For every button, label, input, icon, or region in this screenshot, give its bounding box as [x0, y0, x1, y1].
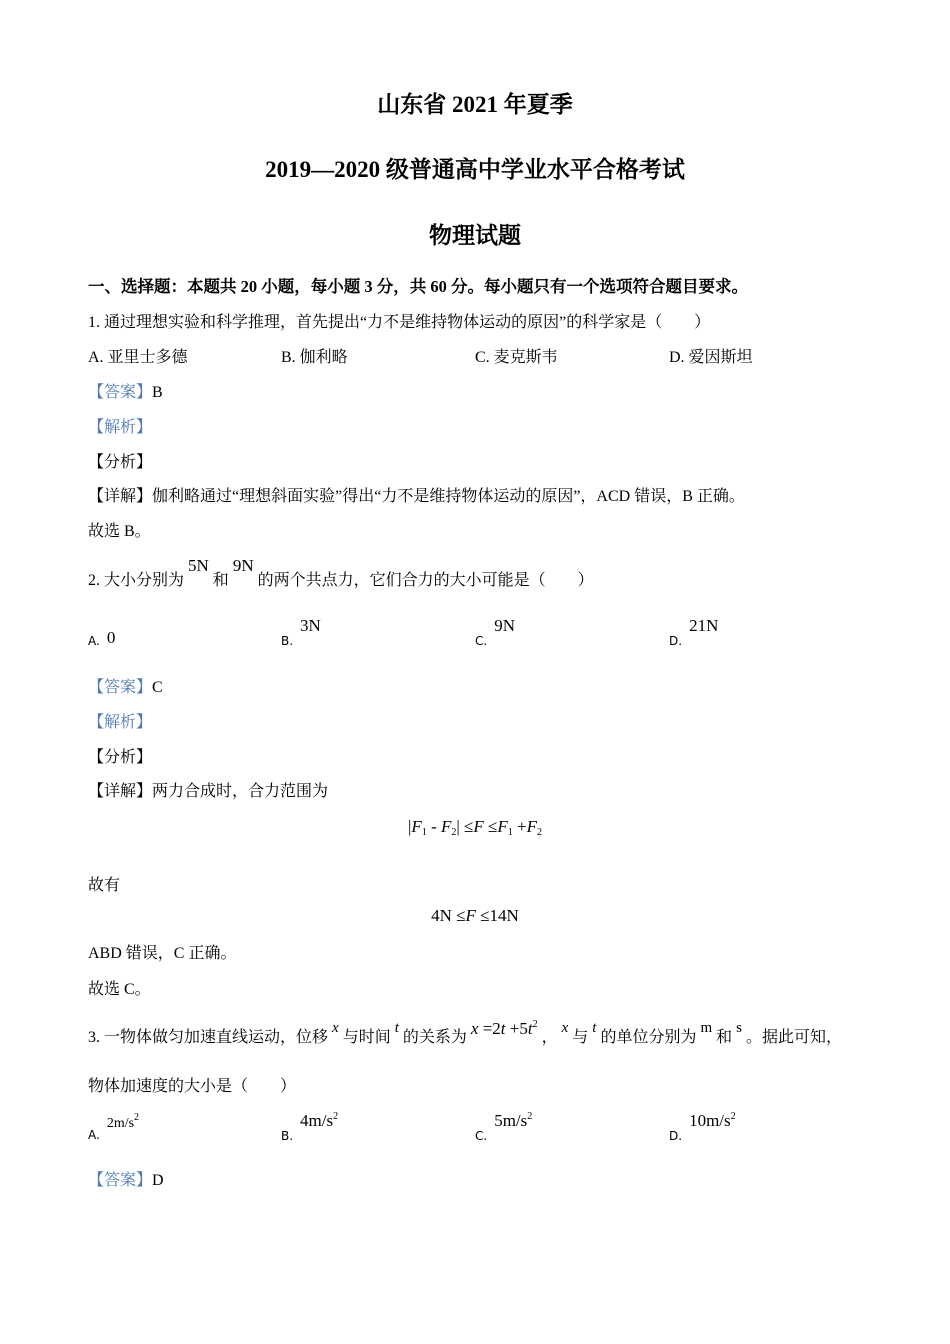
motion-formula — [471, 1019, 538, 1038]
q2-option-b — [281, 616, 321, 652]
stem-text: 和 — [716, 1029, 733, 1046]
option-letter: B. — [281, 634, 294, 648]
stem-text: 。据此可知， — [746, 1029, 843, 1046]
formula-exponent: 2 — [532, 1019, 538, 1030]
option-letter: C. — [475, 1129, 488, 1143]
option-value — [689, 1111, 736, 1130]
stem-text: 的单位分别为 — [600, 1029, 697, 1046]
formula-var: F — [440, 817, 452, 836]
formula-token: ≤ — [456, 906, 466, 925]
formula-token: ≤ — [488, 817, 498, 836]
q2-option-c — [475, 616, 515, 652]
q1-option-d: D. 爱因斯坦 — [669, 349, 753, 366]
formula-var: F — [497, 817, 508, 836]
q2-stem — [88, 556, 594, 591]
formula-token: | — [408, 817, 412, 836]
option-value — [106, 1112, 140, 1131]
unit-s: s — [736, 1020, 743, 1036]
q1-fenxi-tag: 【分析】 — [88, 454, 153, 471]
q1-option-c: C. 麦克斯韦 — [475, 349, 558, 366]
option-value-exponent: 2 — [730, 1111, 736, 1122]
stem-text: 2. 大小分别为 — [88, 572, 185, 589]
stem-text: ， — [541, 1029, 558, 1046]
force-range-formula — [0, 816, 950, 838]
q2-judgement: ABD 错误，C 正确。 — [88, 945, 237, 962]
detail-text: 两力合成时，合力范围为 — [152, 783, 329, 800]
section-heading: 一、选择题：本题共 20 小题，每小题 3 分，共 60 分。每小题只有一个选项符合题目要求。 — [88, 277, 748, 296]
option-letter: D. — [669, 1129, 683, 1143]
q3-option-b — [281, 1111, 339, 1147]
option-value-exponent: 2 — [333, 1111, 339, 1122]
formula-token: 5 — [519, 1019, 528, 1038]
answer-value: B — [152, 384, 163, 401]
option-value-exponent: 2 — [134, 1112, 140, 1123]
formula-var: F — [465, 906, 476, 925]
formula-var: F — [411, 817, 422, 836]
option-value-base: 5m/s — [494, 1111, 528, 1130]
formula-token: - — [431, 817, 437, 836]
formula-token: ≤ — [480, 906, 490, 925]
q2-answer-line — [88, 677, 163, 699]
force-value: 9N — [232, 556, 254, 575]
variable-x: x — [332, 1020, 339, 1036]
stem-text: 的关系为 — [402, 1029, 467, 1046]
q1-option-a: A. 亚里士多德 — [88, 349, 188, 366]
variable-t: t — [592, 1020, 597, 1036]
q3-answer-line — [88, 1170, 164, 1192]
q1-detail-line — [88, 486, 745, 508]
formula-var: F — [526, 817, 537, 836]
variable-t: t — [394, 1020, 399, 1036]
formula-token: | — [456, 817, 460, 836]
option-value-base: 2m/s — [106, 1116, 135, 1131]
stem-text: 与时间 — [342, 1029, 391, 1046]
formula-token: + — [509, 1019, 520, 1038]
force-value: 5N — [188, 556, 209, 575]
variable-x: x — [561, 1020, 569, 1036]
option-value: 3N — [300, 616, 321, 635]
force-result-formula — [0, 905, 950, 927]
detail-tag: 【详解】 — [88, 783, 153, 800]
doc-title-exam: 2019—2020 级普通高中学业水平合格考试 — [265, 157, 685, 182]
q2-option-a — [88, 629, 115, 652]
formula-token: 4N — [431, 906, 452, 925]
q1-option-b: B. 伽利略 — [281, 349, 348, 366]
q3-options — [88, 1111, 868, 1146]
q2-option-d — [669, 616, 719, 652]
q2-detail-line — [88, 781, 328, 803]
answer-value: D — [152, 1172, 164, 1189]
option-letter: A. — [88, 634, 100, 648]
formula-var: x — [470, 1019, 479, 1038]
q1-jiexi-tag: 【解析】 — [88, 419, 153, 436]
answer-tag: 【答案】 — [88, 384, 153, 401]
formula-token: ≤ — [464, 817, 474, 836]
stem-text: 的两个共点力，它们合力的大小可能是（ ） — [257, 572, 594, 589]
q3-option-c — [475, 1111, 533, 1147]
answer-tag: 【答案】 — [88, 679, 153, 696]
option-letter: D. — [669, 634, 683, 648]
formula-sub: 2 — [536, 827, 542, 838]
detail-text: 伽利略通过“理想斜面实验”得出“力不是维持物体运动的原因”，ACD 错误，B 正确。 — [152, 488, 745, 505]
q3-option-a — [88, 1112, 140, 1147]
formula-sub: 1 — [507, 827, 513, 838]
q3-stem-line2: 物体加速度的大小是（ ） — [88, 1078, 297, 1095]
stem-text: 3. 一物体做匀加速直线运动，位移 — [88, 1029, 329, 1046]
option-value — [300, 1111, 338, 1130]
option-value-base: 4m/s — [300, 1111, 334, 1130]
formula-sub: 2 — [451, 827, 457, 838]
stem-text: 与 — [572, 1029, 589, 1046]
formula-token: = — [482, 1019, 493, 1038]
option-letter: C. — [475, 634, 488, 648]
q1-conclusion: 故选 B。 — [88, 523, 151, 540]
unit-m: m — [700, 1020, 713, 1036]
stem-text: 和 — [212, 572, 229, 589]
formula-var: t — [527, 1019, 533, 1038]
formula-token: 2 — [492, 1019, 501, 1038]
option-letter: B. — [281, 1129, 294, 1143]
q2-options — [88, 616, 868, 651]
formula-sub: 1 — [421, 827, 427, 838]
formula-var: t — [500, 1019, 506, 1038]
doc-title-region: 山东省 2021 年夏季 — [377, 92, 573, 117]
detail-tag: 【详解】 — [88, 488, 153, 505]
answer-value: C — [152, 679, 163, 696]
q3-stem-line1 — [88, 1019, 843, 1048]
q1-stem: 1. 通过理想实验和科学推理，首先提出“力不是维持物体运动的原因”的科学家是（ ） — [88, 314, 711, 331]
q2-jiexi-tag: 【解析】 — [88, 714, 153, 731]
option-value-base: 10m/s — [689, 1111, 731, 1130]
q3-option-d — [669, 1111, 736, 1147]
formula-var: F — [473, 817, 484, 836]
formula-token: 14N — [489, 906, 519, 925]
option-value: 21N — [689, 616, 719, 635]
formula-token: + — [517, 817, 527, 836]
q2-conclusion: 故选 C。 — [88, 981, 151, 998]
option-value: 0 — [106, 628, 116, 647]
q2-fenxi-tag: 【分析】 — [88, 749, 153, 766]
q1-answer-line — [88, 382, 163, 404]
q1-options — [88, 347, 868, 369]
option-value-exponent: 2 — [527, 1111, 533, 1122]
option-value — [494, 1111, 532, 1130]
option-letter: A. — [88, 1128, 100, 1142]
option-value: 9N — [494, 616, 515, 635]
q2-therefore: 故有 — [88, 877, 121, 894]
doc-title-subject: 物理试题 — [429, 223, 521, 248]
answer-tag: 【答案】 — [88, 1172, 153, 1189]
